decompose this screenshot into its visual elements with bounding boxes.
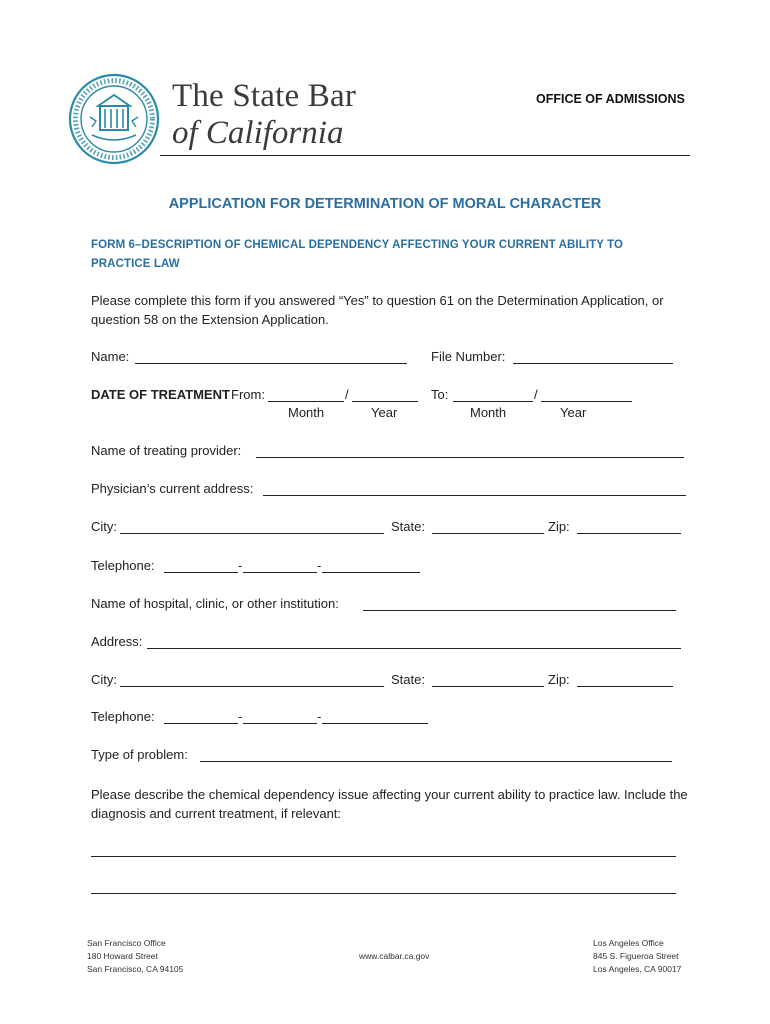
- type-of-problem-field[interactable]: [200, 761, 672, 762]
- institution-telephone-area-code-field[interactable]: [164, 723, 238, 724]
- organization-name-line1: The State Bar: [172, 78, 357, 114]
- telephone-dash: -: [317, 558, 322, 573]
- city-label: City:: [91, 672, 117, 687]
- to-label: To:: [431, 387, 449, 402]
- form-title: APPLICATION FOR DETERMINATION OF MORAL CHARACTER: [168, 196, 602, 212]
- la-office-name: Los Angeles Office: [593, 938, 664, 948]
- header-divider: [160, 155, 690, 156]
- footer-website-link[interactable]: www.calbar.ca.gov: [359, 951, 430, 961]
- description-instructions: Please describe the chemical dependency issue affecting your current ability to practice law. Include the diagnosis and current treatment, if relevant:: [91, 787, 688, 821]
- state-field[interactable]: [432, 533, 544, 534]
- office-heading: OFFICE OF ADMISSIONS: [536, 92, 685, 106]
- sf-office-street: 180 Howard Street: [87, 951, 158, 961]
- address-field[interactable]: [147, 648, 681, 649]
- zip-label: Zip:: [548, 672, 570, 687]
- description-line-1[interactable]: [91, 856, 676, 857]
- file-number-label: File Number:: [431, 349, 506, 364]
- footer-la-office: [593, 937, 681, 976]
- treating-provider-label: Name of treating provider:: [91, 443, 242, 458]
- physician-address-label: Physician’s current address:: [91, 481, 254, 496]
- type-of-problem-label: Type of problem:: [91, 747, 188, 762]
- form-subtitle: FORM 6–DESCRIPTION OF CHEMICAL DEPENDENCY AFFECTING YOUR CURRENT ABILITY TO PRACTICE LAW: [91, 239, 624, 270]
- from-month-caption: Month: [288, 405, 325, 420]
- form-instructions: Please complete this form if you answered “Yes” to question 61 on the Determination Application, or question 58 on the Extension Application.: [91, 293, 664, 327]
- institution-telephone-prefix-field[interactable]: [243, 723, 317, 724]
- from-year-caption: Year: [371, 405, 398, 420]
- address-label: Address:: [91, 634, 143, 649]
- institution-city-field[interactable]: [120, 686, 384, 687]
- from-slash: /: [345, 387, 349, 402]
- footer-sf-office: [87, 937, 183, 976]
- from-label: From:: [231, 387, 265, 402]
- state-label: State:: [391, 672, 425, 687]
- la-office-city: Los Angeles, CA 90017: [593, 964, 682, 974]
- name-label: Name:: [91, 349, 130, 364]
- sf-office-name: San Francisco Office: [87, 938, 166, 948]
- treating-provider-field[interactable]: [256, 457, 684, 458]
- institution-telephone-line-field[interactable]: [322, 723, 428, 724]
- telephone-label: Telephone:: [91, 558, 155, 573]
- telephone-label: Telephone:: [91, 709, 155, 724]
- date-of-treatment-label: DATE OF TREATMENT: [91, 387, 230, 402]
- to-month-field[interactable]: [453, 401, 533, 402]
- description-line-2[interactable]: [91, 893, 676, 894]
- institution-label: Name of hospital, clinic, or other institution:: [91, 596, 339, 611]
- state-label: State:: [391, 519, 425, 534]
- organization-name-line2: of California: [172, 115, 344, 151]
- zip-label: Zip:: [548, 519, 570, 534]
- telephone-area-code-field[interactable]: [164, 572, 238, 573]
- to-year-field[interactable]: [541, 401, 632, 402]
- telephone-dash: -: [238, 709, 243, 724]
- institution-state-field[interactable]: [432, 686, 544, 687]
- to-slash: /: [534, 387, 538, 402]
- telephone-prefix-field[interactable]: [243, 572, 317, 573]
- file-number-field[interactable]: [513, 363, 673, 364]
- institution-field[interactable]: [363, 610, 676, 611]
- physician-address-field[interactable]: [263, 495, 686, 496]
- from-year-field[interactable]: [352, 401, 418, 402]
- telephone-line-field[interactable]: [322, 572, 420, 573]
- to-month-caption: Month: [470, 405, 507, 420]
- state-bar-seal-logo: [68, 73, 160, 165]
- to-year-caption: Year: [560, 405, 587, 420]
- institution-zip-field[interactable]: [577, 686, 673, 687]
- city-label: City:: [91, 519, 117, 534]
- sf-office-city: San Francisco, CA 94105: [87, 964, 184, 974]
- name-field[interactable]: [135, 363, 407, 364]
- city-field[interactable]: [120, 533, 384, 534]
- la-office-street: 845 S. Figueroa Street: [593, 951, 679, 961]
- telephone-dash: -: [317, 709, 322, 724]
- zip-field[interactable]: [577, 533, 681, 534]
- telephone-dash: -: [238, 558, 243, 573]
- from-month-field[interactable]: [268, 401, 344, 402]
